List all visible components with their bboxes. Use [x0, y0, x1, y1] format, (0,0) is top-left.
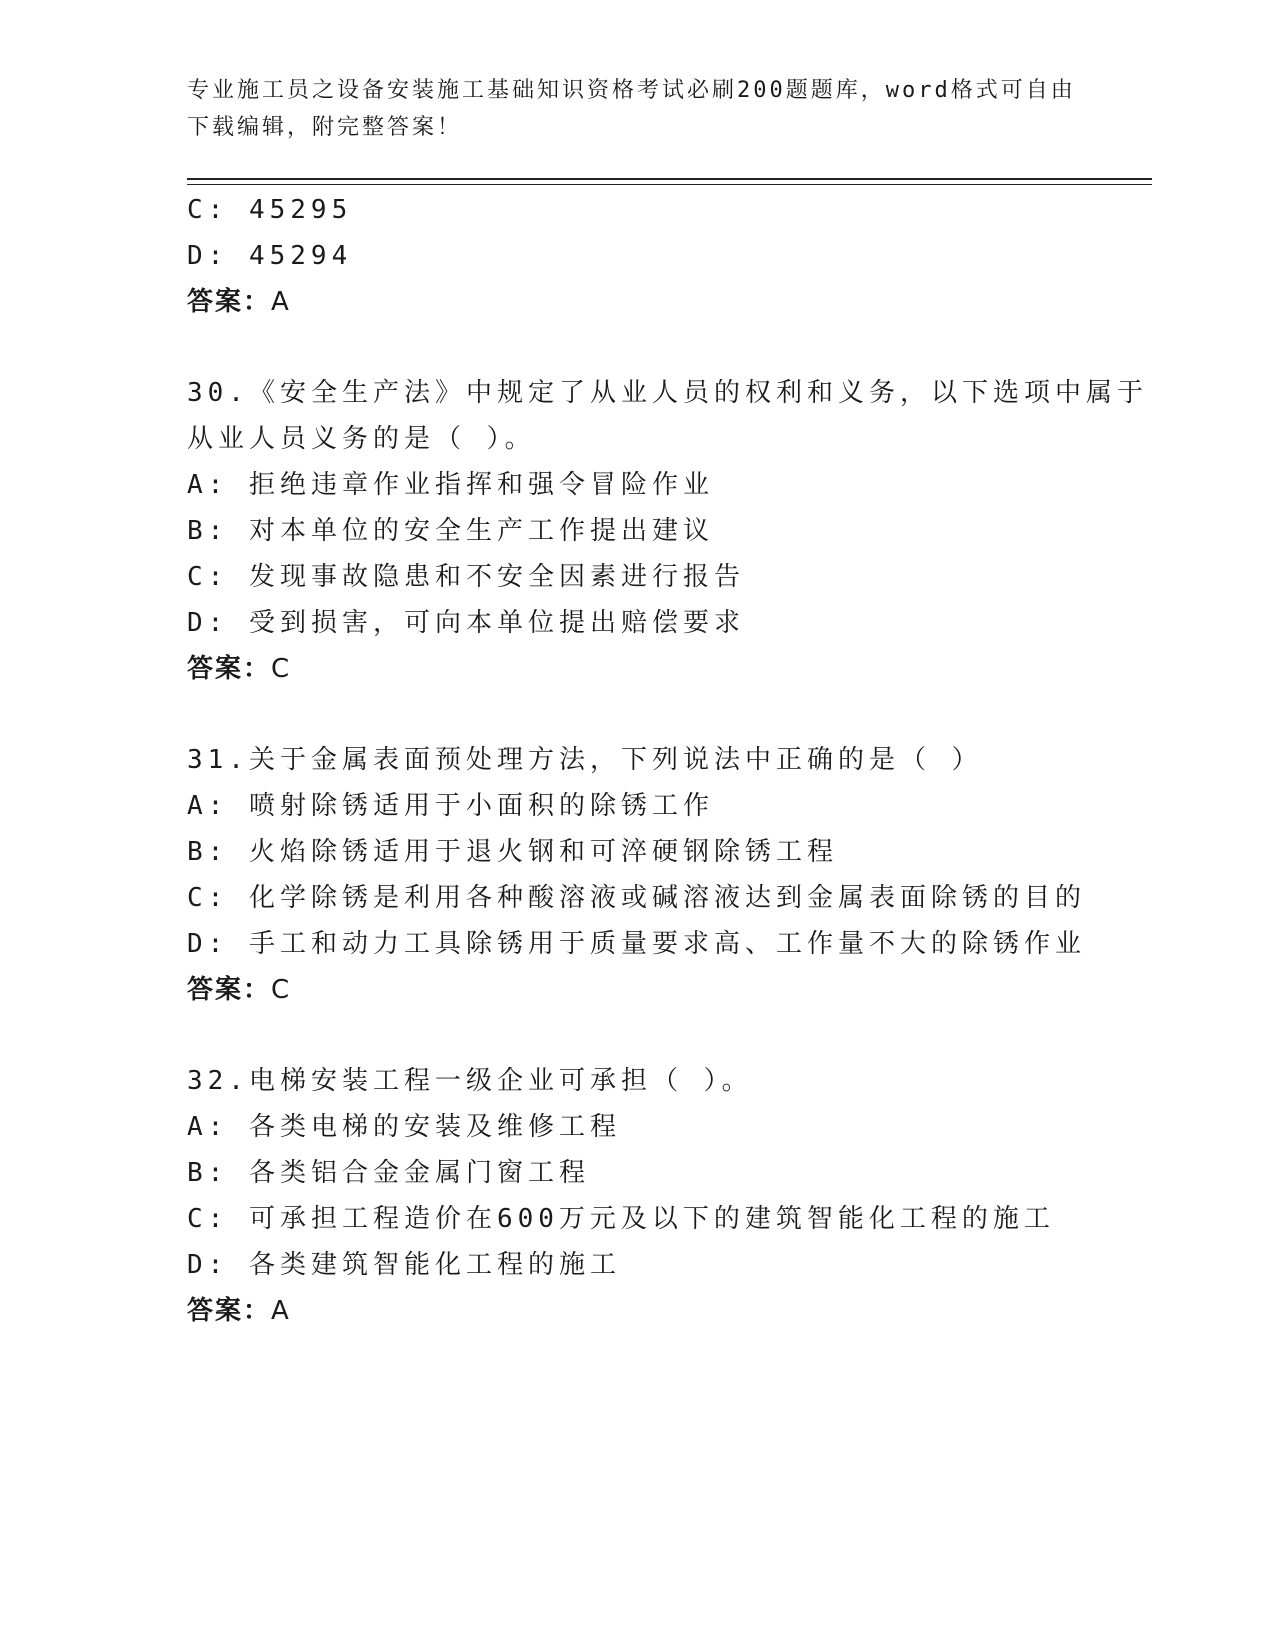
option-c: C: 化学除锈是利用各种酸溶液或碱溶液达到金属表面除锈的目的: [187, 883, 1086, 913]
option-b: B: 各类铝合金金属门窗工程: [187, 1158, 590, 1188]
option-a: A: 喷射除锈适用于小面积的除锈工作: [187, 791, 714, 821]
question-stem: 32.电梯安装工程一级企业可承担（ ）。: [187, 1066, 753, 1096]
answer-label: 答案：: [187, 1296, 272, 1326]
option-d: D: 手工和动力工具除锈用于质量要求高、工作量不大的除锈作业: [187, 929, 1086, 959]
option-d: D: 45294: [187, 241, 353, 271]
question-29-tail: [187, 187, 1152, 325]
answer-value: C: [271, 975, 295, 1005]
option-d: D: 受到损害，可向本单位提出赔偿要求: [187, 608, 745, 638]
question-30: [187, 370, 1152, 692]
answer-value: A: [271, 287, 294, 317]
question-stem: 从业人员义务的是（ ）。: [187, 424, 536, 454]
option-b: B: 火焰除锈适用于退火钢和可淬硬钢除锈工程: [187, 837, 838, 867]
answer-line: [187, 967, 1152, 1013]
header-line-1: 专业施工员之设备安装施工基础知识资格考试必刷200题题库，word格式可自由: [187, 78, 1076, 103]
option-c: C: 可承担工程造价在600万元及以下的建筑智能化工程的施工: [187, 1204, 1055, 1234]
question-32: [187, 1058, 1152, 1334]
answer-line: [187, 646, 1152, 692]
header-line-2: 下载编辑，附完整答案！: [187, 115, 463, 140]
answer-label: 答案：: [187, 975, 272, 1005]
answer-line: [187, 279, 1152, 325]
question-stem: 30.《安全生产法》中规定了从业人员的权利和义务，以下选项中属于: [187, 378, 1148, 408]
question-31: [187, 737, 1152, 1013]
option-a: A: 拒绝违章作业指挥和强令冒险作业: [187, 470, 714, 500]
option-a: A: 各类电梯的安装及维修工程: [187, 1112, 621, 1142]
answer-label: 答案：: [187, 654, 272, 684]
answer-value: A: [271, 1296, 294, 1326]
question-stem: 31.关于金属表面预处理方法，下列说法中正确的是（ ）: [187, 745, 983, 775]
option-c: C: 发现事故隐患和不安全因素进行报告: [187, 562, 745, 592]
document-header: [187, 72, 1087, 146]
answer-label: 答案：: [187, 287, 272, 317]
question-list: [187, 187, 1152, 1334]
option-c: C: 45295: [187, 195, 353, 225]
header-divider-bottom: [187, 184, 1152, 185]
answer-line: [187, 1288, 1152, 1334]
header-divider-top: [187, 178, 1152, 180]
option-d: D: 各类建筑智能化工程的施工: [187, 1250, 621, 1280]
option-b: B: 对本单位的安全生产工作提出建议: [187, 516, 714, 546]
answer-value: C: [271, 654, 295, 684]
